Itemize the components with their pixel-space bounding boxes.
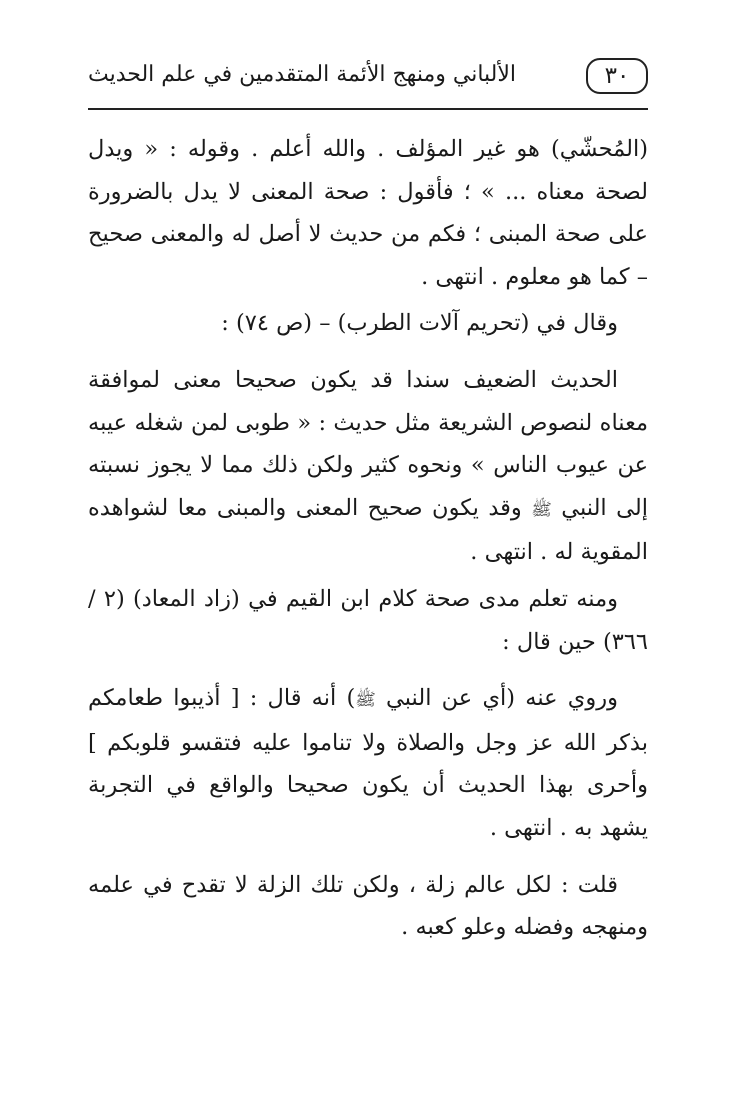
paragraph-1: (المُحشّي) هو غير المؤلف . والله أعلم . وقوله : « ويدل لصحة معناه ... » ؛ فأقول : صحة المعنى لا يدل بالضرورة على صحة المبنى ؛ فكم من حديث لا أصل له والمعنى صحيح – كما هو معلوم . انتهى . — [88, 136, 648, 290]
page-number-text: ٣٠ — [604, 63, 630, 89]
paragraph-4: ومنه تعلم مدى صحة كلام ابن القيم في (زاد المعاد) (٢ / ٣٦٦) حين قال : — [88, 585, 648, 655]
paragraph-5-part-1: وروي عنه (أي عن النبي — [386, 685, 618, 712]
page-number — [586, 58, 648, 94]
paragraph-5 — [88, 677, 648, 849]
salutation-symbol: ﷺ — [531, 499, 552, 520]
running-title: الألباني ومنهج الأئمة المتقدمين في علم الحديث — [88, 62, 517, 87]
page-header — [88, 56, 648, 112]
paragraph-3-part-2: وقد يكون صحيح المعنى والمبنى معا لشواهده المقوية له . انتهى . — [88, 494, 648, 566]
paragraph-3 — [88, 359, 648, 574]
paragraph-6: قلت : لكل عالم زلة ، ولكن تلك الزلة لا تقدح في علمه ومنهجه وفضله وعلو كعبه . — [88, 871, 648, 941]
header-divider — [88, 108, 648, 110]
paragraph-2: وقال في (تحريم آلات الطرب) – (ص ٧٤) : — [221, 310, 618, 337]
paragraph-5-part-2: ) أنه قال : [ أذيبوا طعامكم بذكر الله عز وجل والصلاة ولا تناموا عليه فتقسو قلوبكم ] وأحرى بهذا الحديث أن يكون صحيحا والواقع في التجربة يشهد به . انتهى . — [88, 685, 648, 841]
page-body — [88, 128, 648, 949]
paragraph-3-part-1: الحديث الضعيف سندا قد يكون صحيحا معنى لموافقة معناه لنصوص الشريعة مثل حديث : « طوبى لمن شغله عيبه عن عيوب الناس » ونحوه كثير ولكن ذلك مما لا يجوز نسبته إلى النبي — [88, 366, 648, 521]
salutation-symbol-2: ﷺ — [355, 690, 376, 711]
